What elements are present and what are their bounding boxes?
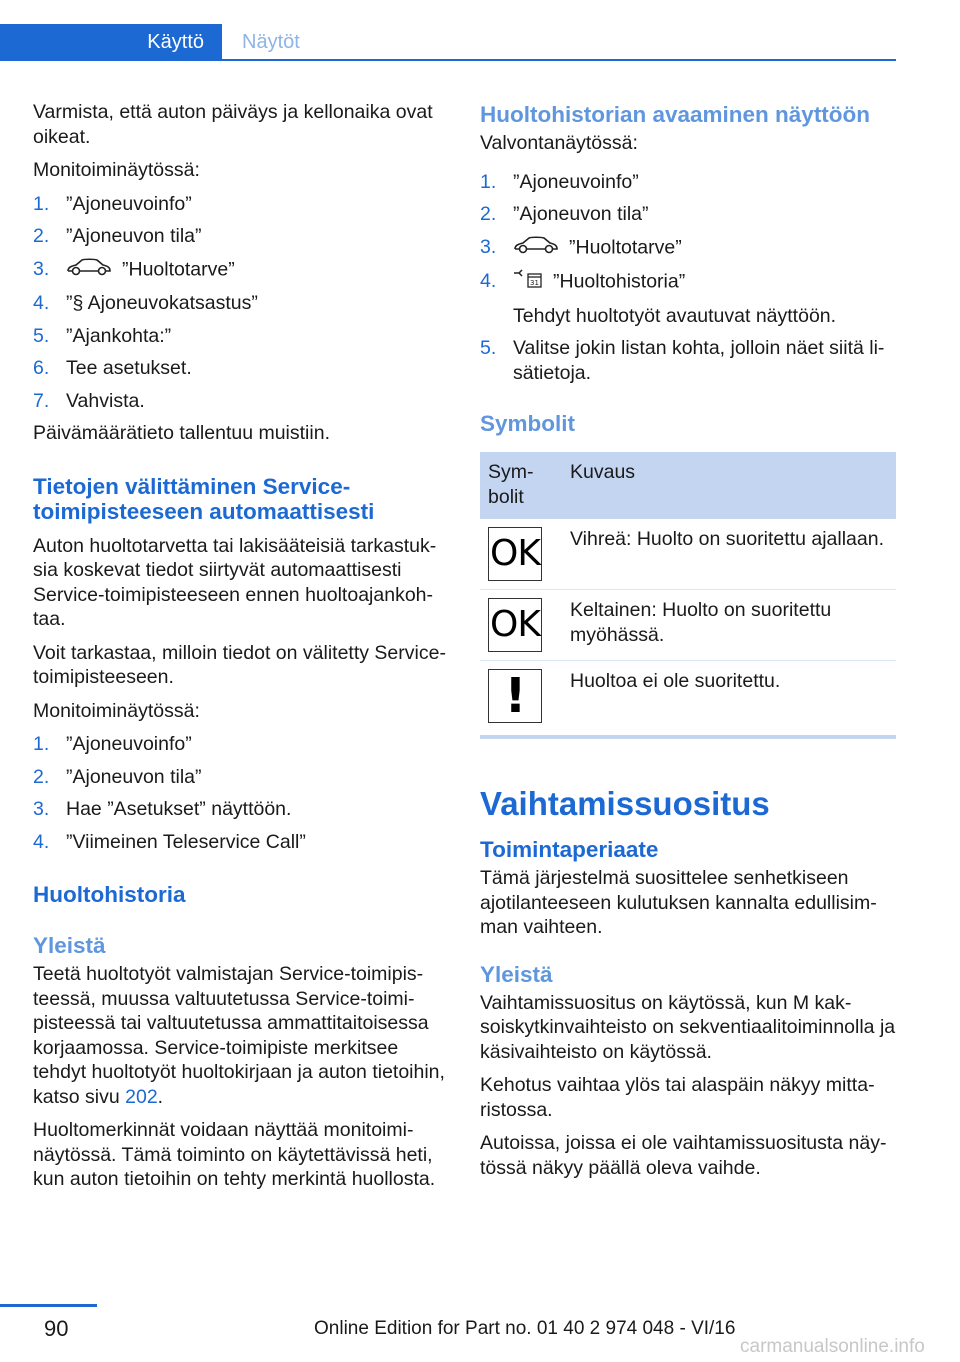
- section-title-service-transfer: Tietojen välittäminen Service-toimipisteeseen automaattisesti: [33, 473, 375, 524]
- steps-list-2: [33, 732, 448, 854]
- page-header: [0, 0, 960, 62]
- step-number: 4.: [33, 830, 50, 853]
- table-cell-symbol: [480, 661, 562, 738]
- table-header-description: Kuvaus: [562, 452, 896, 519]
- step-text: ”Ajoneuvon tila”: [66, 225, 202, 247]
- symbols-table: [480, 452, 896, 739]
- list-item: [33, 732, 448, 757]
- saved-note: Päivämäärätieto tallentuu muistiin.: [33, 422, 330, 444]
- steps-list-3: [480, 170, 896, 386]
- page-link-202[interactable]: 202: [125, 1085, 158, 1108]
- table-header-row: [480, 452, 896, 519]
- table-cell-description: Keltainen: Huolto on suoritettu myöhässä.: [562, 590, 896, 661]
- step-number: 5.: [33, 324, 50, 347]
- table-cell-symbol: [480, 590, 562, 661]
- table-row: [480, 661, 896, 738]
- right-column: [480, 100, 896, 1189]
- section-title-shift-recommendation: Vaihtamissuositus: [480, 785, 770, 822]
- step-subtext: Tehdyt huoltotyöt avautuvat näyttöön.: [513, 304, 837, 327]
- step-number: 3.: [480, 235, 497, 258]
- step-number: 4.: [480, 270, 497, 292]
- section-title-general: Yleistä: [33, 933, 106, 958]
- step-number: 6.: [33, 357, 50, 379]
- step-text: ”Ajoneuvon tila”: [66, 765, 202, 788]
- general-text-2: Huoltomerkinnät voidaan näyttää monitoiminäytössä. Tämä toiminto on käytettävissä heti, kun auton tietoihin on tehty merkintä huollosta.: [33, 1119, 436, 1190]
- tab-kaytto[interactable]: Käyttö: [0, 24, 222, 60]
- control-label: Valvontanäytössä:: [480, 132, 638, 154]
- ok-symbol-icon: OK: [488, 598, 542, 652]
- table-cell-symbol: [480, 519, 562, 590]
- table-row: [480, 519, 896, 590]
- step-text: Vahvista.: [66, 389, 145, 412]
- list-item: [33, 830, 448, 855]
- table-row: [480, 590, 896, 661]
- page-number: 90: [44, 1316, 69, 1341]
- step-text: ”Ajoneuvoinfo”: [513, 170, 639, 193]
- list-item: [480, 235, 896, 262]
- step-number: 1.: [33, 192, 50, 215]
- ok-symbol-icon: OK: [488, 527, 542, 581]
- list-item: [33, 797, 448, 822]
- step-text: ”Huoltohistoria”: [553, 270, 686, 293]
- step-number: 2.: [33, 225, 50, 247]
- step-text: Hae ”Asetukset” näyttöön.: [66, 798, 292, 820]
- table-cell-description: Huoltoa ei ole suoritettu.: [562, 661, 896, 738]
- exclamation-symbol-icon: !: [488, 669, 542, 723]
- shift-general-text-3: Autoissa, joissa ei ole vaihtamissuositusta näytössä näkyy päällä oleva vaihde.: [480, 1132, 887, 1179]
- step-number: 5.: [480, 337, 497, 359]
- tab-naytot[interactable]: Näytöt: [242, 30, 300, 53]
- step-number: 1.: [480, 170, 497, 193]
- list-item: [480, 202, 896, 227]
- monitor-label-2: Monitoiminäytössä:: [33, 699, 200, 722]
- section-title-symbols: Symbolit: [480, 411, 576, 436]
- car-service-icon: [66, 257, 112, 284]
- list-item: [33, 356, 448, 381]
- page-number-divider: [0, 1304, 97, 1307]
- step-text: ”Ajoneuvoinfo”: [66, 192, 192, 215]
- step-number: 3.: [33, 257, 50, 280]
- principle-text: Tämä järjestelmä suosittelee senhetkiseen ajotilanteeseen kulutuksen kannalta edullisimman vaihteen.: [480, 867, 877, 938]
- step-text: ”Ajoneuvon tila”: [513, 203, 649, 225]
- step-text: Tee asetukset.: [66, 357, 192, 379]
- section-title-general-2: Yleistä: [480, 961, 553, 987]
- list-item: [33, 224, 448, 249]
- service-history-icon: [513, 269, 543, 296]
- section-title-history: Huoltohistoria: [33, 882, 186, 907]
- step-number: 3.: [33, 798, 50, 820]
- step-number: 4.: [33, 292, 50, 314]
- steps-list-1: [33, 192, 448, 414]
- left-column: [33, 100, 448, 1201]
- step-number: 1.: [33, 733, 50, 755]
- step-text: Valitse jokin listan kohta, jolloin näet siitä lisätietoja.: [513, 337, 885, 384]
- step-text: ”Ajoneuvoinfo”: [66, 733, 192, 755]
- header-divider: [0, 59, 896, 61]
- section-title-principle: Toimintaperiaate: [480, 837, 659, 862]
- step-text: ”Huoltotarve”: [569, 235, 682, 258]
- step-number: 7.: [33, 389, 50, 412]
- list-item: [480, 170, 896, 195]
- step-number: 2.: [480, 203, 497, 225]
- edition-text: Online Edition for Part no. 01 40 2 974 048 - VI/16: [314, 1318, 736, 1339]
- intro-text: Varmista, että auton päiväys ja kellonaika ovat oikeat.: [33, 101, 433, 148]
- table-cell-description: Vihreä: Huolto on suoritettu ajallaan.: [562, 519, 896, 590]
- service-transfer-text-1: Auton huoltotarvetta tai lakisääteisiä tarkastuksia koskevat tiedot siirtyvät automaattisesti Service-toimipisteeseen ennen huoltoajankohtaa.: [33, 534, 437, 630]
- list-item: [33, 324, 448, 349]
- general-text-1: Teetä huoltotyöt valmistajan Service-toimipisteessä, muussa valtuutetussa Service-toimipisteessä tai valtuutetussa ammattitaitoisessa korjaamossa. Service-toimipiste merkitsee tehdyt huoltotyöt huoltokirjaan ja auton tietoihin, katso sivu 202.: [33, 963, 445, 1108]
- step-text: ”Huoltotarve”: [122, 257, 235, 280]
- car-service-icon: [513, 235, 559, 262]
- monitor-label: Monitoiminäytössä:: [33, 159, 200, 181]
- list-item: [33, 192, 448, 217]
- step-text: ”Viimeinen Teleservice Call”: [66, 830, 306, 853]
- service-transfer-text-2: Voit tarkastaa, milloin tiedot on välitetty Service-toimipisteeseen.: [33, 641, 446, 688]
- list-item: [480, 269, 896, 328]
- shift-general-text-1: Vaihtamissuositus on käytössä, kun M kaksoiskytkinvaihteisto on sekventiaalitoiminnolla ja käsivaihteisto on käytössä.: [480, 991, 896, 1063]
- section-title-open-history: Huoltohistorian avaaminen näyttöön: [480, 102, 871, 127]
- table-header-symbols: Symbolit: [480, 452, 562, 519]
- step-text: ”§ Ajoneuvokatsastus”: [66, 292, 258, 314]
- shift-general-text-2: Kehotus vaihtaa ylös tai alaspäin näkyy mittaristossa.: [480, 1074, 875, 1121]
- list-item: [33, 389, 448, 414]
- list-item: [33, 257, 448, 284]
- watermark: carmanualsonline.info: [740, 1336, 925, 1357]
- list-item: [480, 336, 896, 385]
- svg-text:31: 31: [530, 279, 539, 287]
- step-number: 2.: [33, 765, 50, 788]
- list-item: [33, 765, 448, 790]
- list-item: [33, 291, 448, 316]
- step-text: ”Ajankohta:”: [66, 324, 172, 347]
